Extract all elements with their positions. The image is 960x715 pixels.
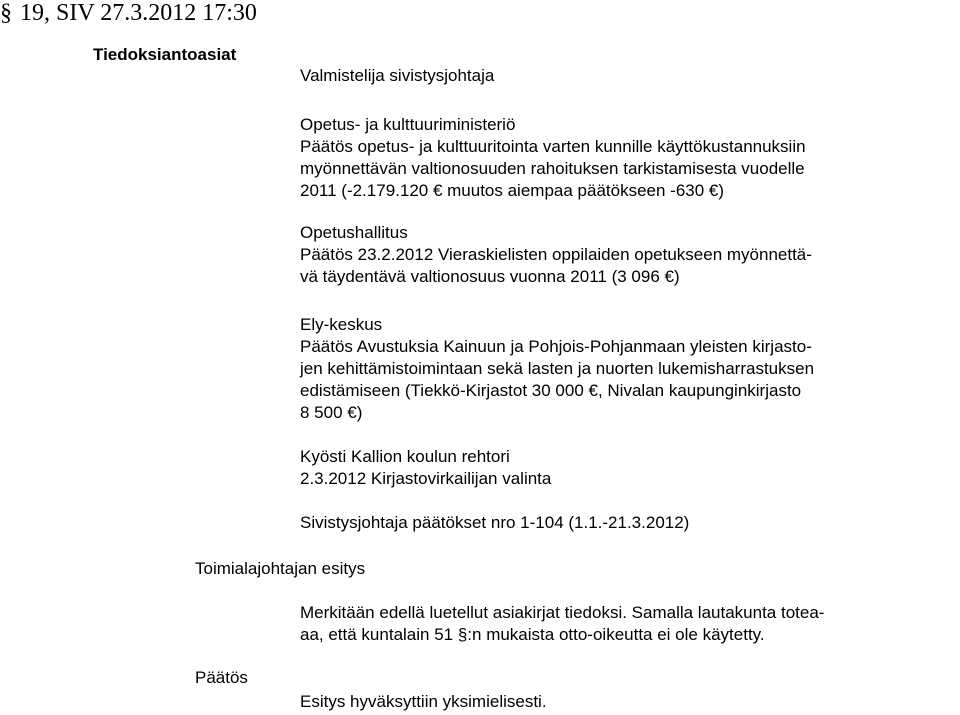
text-line: Päätös opetus- ja kulttuuritointa varten kunnille käyttökustannuksiin [300,137,806,156]
text-line: 2011 (-2.179.120 € muutos aiempaa päätökseen -630 €) [300,181,725,200]
attachments-label: Tiedoksiantoasiat [93,45,237,64]
text-line: Päätös 23.2.2012 Vieraskielisten oppilaiden opetukseen myönnettä- [300,245,812,264]
text-line: Opetushallitus [300,223,408,242]
text-line: edistämiseen (Tiekkö-Kirjastot 30 000 €, Nivalan kaupunginkirjasto [300,381,802,400]
text-line: Valmistelija sivistysjohtaja [300,66,495,85]
text-line: vä täydentävä valtionosuus vuonna 2011 (3 096 €) [300,267,680,286]
decision-label: Päätös [195,668,248,687]
ministry-paragraph [300,114,806,202]
text-line: 2.3.2012 Kirjastovirkailijan valinta [300,469,552,488]
text-line: aa, että kuntalain 51 §:n mukaista otto-oikeutta ei ole käytetty. [300,625,765,644]
text-line: 8 500 €) [300,403,363,422]
text-line: Sivistysjohtaja päätökset nro 1-104 (1.1.-21.3.2012) [300,513,690,532]
text-line: Päätös Avustuksia Kainuun ja Pohjois-Pohjanmaan yleisten kirjasto- [300,337,812,356]
proposal-paragraph [300,602,825,646]
meeting-info: 19, SIV 27.3.2012 17:30 [20,0,257,26]
proposal-label: Toimialajohtajan esitys [195,559,366,578]
principal-paragraph [300,446,740,490]
text-line: myönnettävän valtionosuuden rahoituksen tarkistamisesta vuodelle [300,159,805,178]
section-symbol: § [0,0,12,26]
section-header [0,0,257,27]
text-line: Kyösti Kallion koulun rehtori [300,447,510,466]
text-line: Merkitään edellä luetellut asiakirjat tiedoksi. Samalla lautakunta totea- [300,603,825,622]
director-paragraph [300,512,740,534]
board-paragraph [300,222,812,288]
text-line: jen kehittämistoimintaan sekä lasten ja nuorten lukemisharrastuksen [300,359,815,378]
ely-paragraph [300,314,815,424]
text-line: Opetus- ja kulttuuriministeriö [300,115,516,134]
text-line: Esitys hyväksyttiin yksimielisesti. [300,692,547,711]
text-line: Ely-keskus [300,315,383,334]
decision-paragraph [300,691,740,713]
preparer-paragraph [300,65,740,87]
